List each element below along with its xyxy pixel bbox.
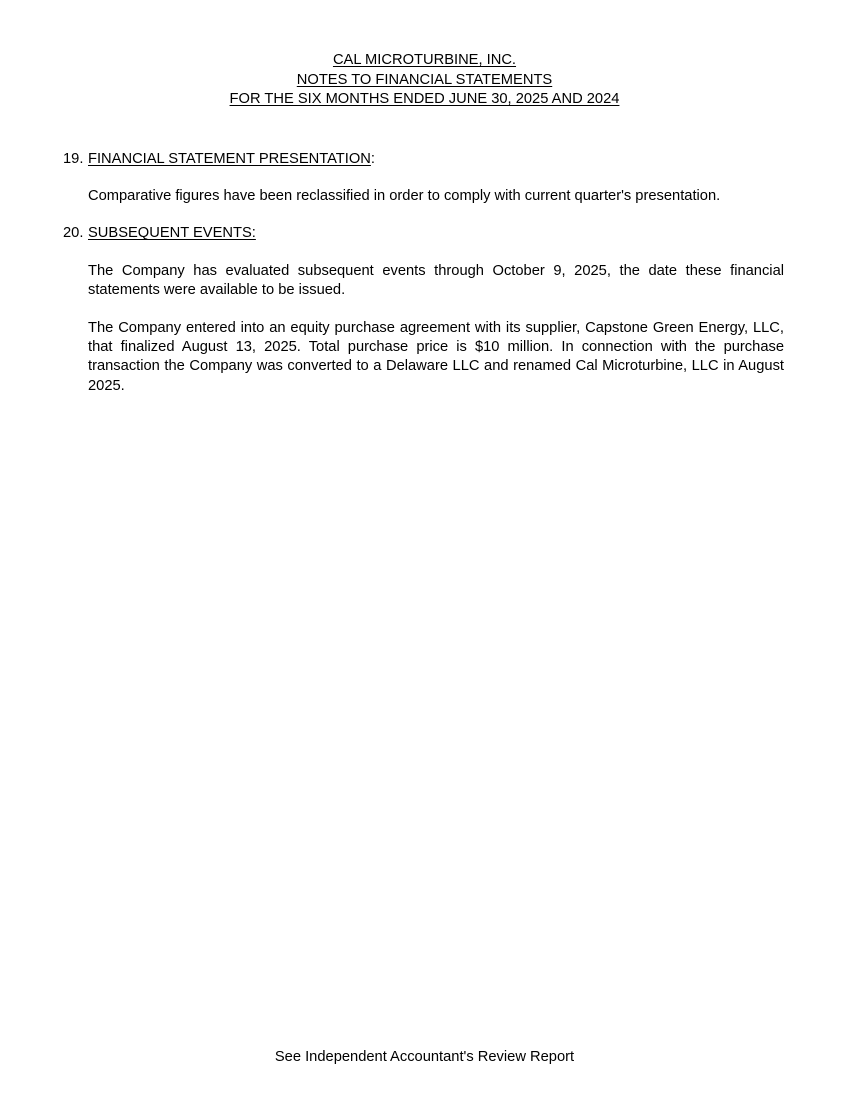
footer-note: See Independent Accountant's Review Report xyxy=(274,1049,575,1065)
section-19 xyxy=(0,150,849,207)
company-name: CAL MICROTURBINE, INC. xyxy=(332,52,517,68)
section-20-paragraph-1: The Company has evaluated subsequent events through October 9, 2025, the date these financial statements were available to be issued. xyxy=(88,262,784,299)
section-19-number: 19. xyxy=(63,150,84,167)
section-20-paragraph-2: The Company entered into an equity purchase agreement with its supplier, Capstone Green Energy, LLC, that finalized August 13, 2025. Total purchase price is $10 million. In connection with the purchase transaction the Company was converted to a Delaware LLC and renamed Cal Microturbine, LLC in August 2025. xyxy=(88,319,784,394)
section-20 xyxy=(0,224,849,396)
section-19-title-colon: : xyxy=(370,150,375,167)
section-20-heading xyxy=(63,224,784,243)
document-header xyxy=(0,0,849,110)
reporting-period: FOR THE SIX MONTHS ENDED JUNE 30, 2025 AND 2024 xyxy=(229,91,620,107)
section-20-title: SUBSEQUENT EVENTS: xyxy=(88,225,256,242)
document-title: NOTES TO FINANCIAL STATEMENTS xyxy=(296,71,553,88)
section-19-title: FINANCIAL STATEMENT PRESENTATION xyxy=(88,150,371,167)
section-19-paragraph-1: Comparative figures have been reclassified in order to comply with current quarter's presentation. xyxy=(88,187,721,204)
section-20-number: 20. xyxy=(63,225,84,242)
section-19-heading xyxy=(63,150,784,169)
